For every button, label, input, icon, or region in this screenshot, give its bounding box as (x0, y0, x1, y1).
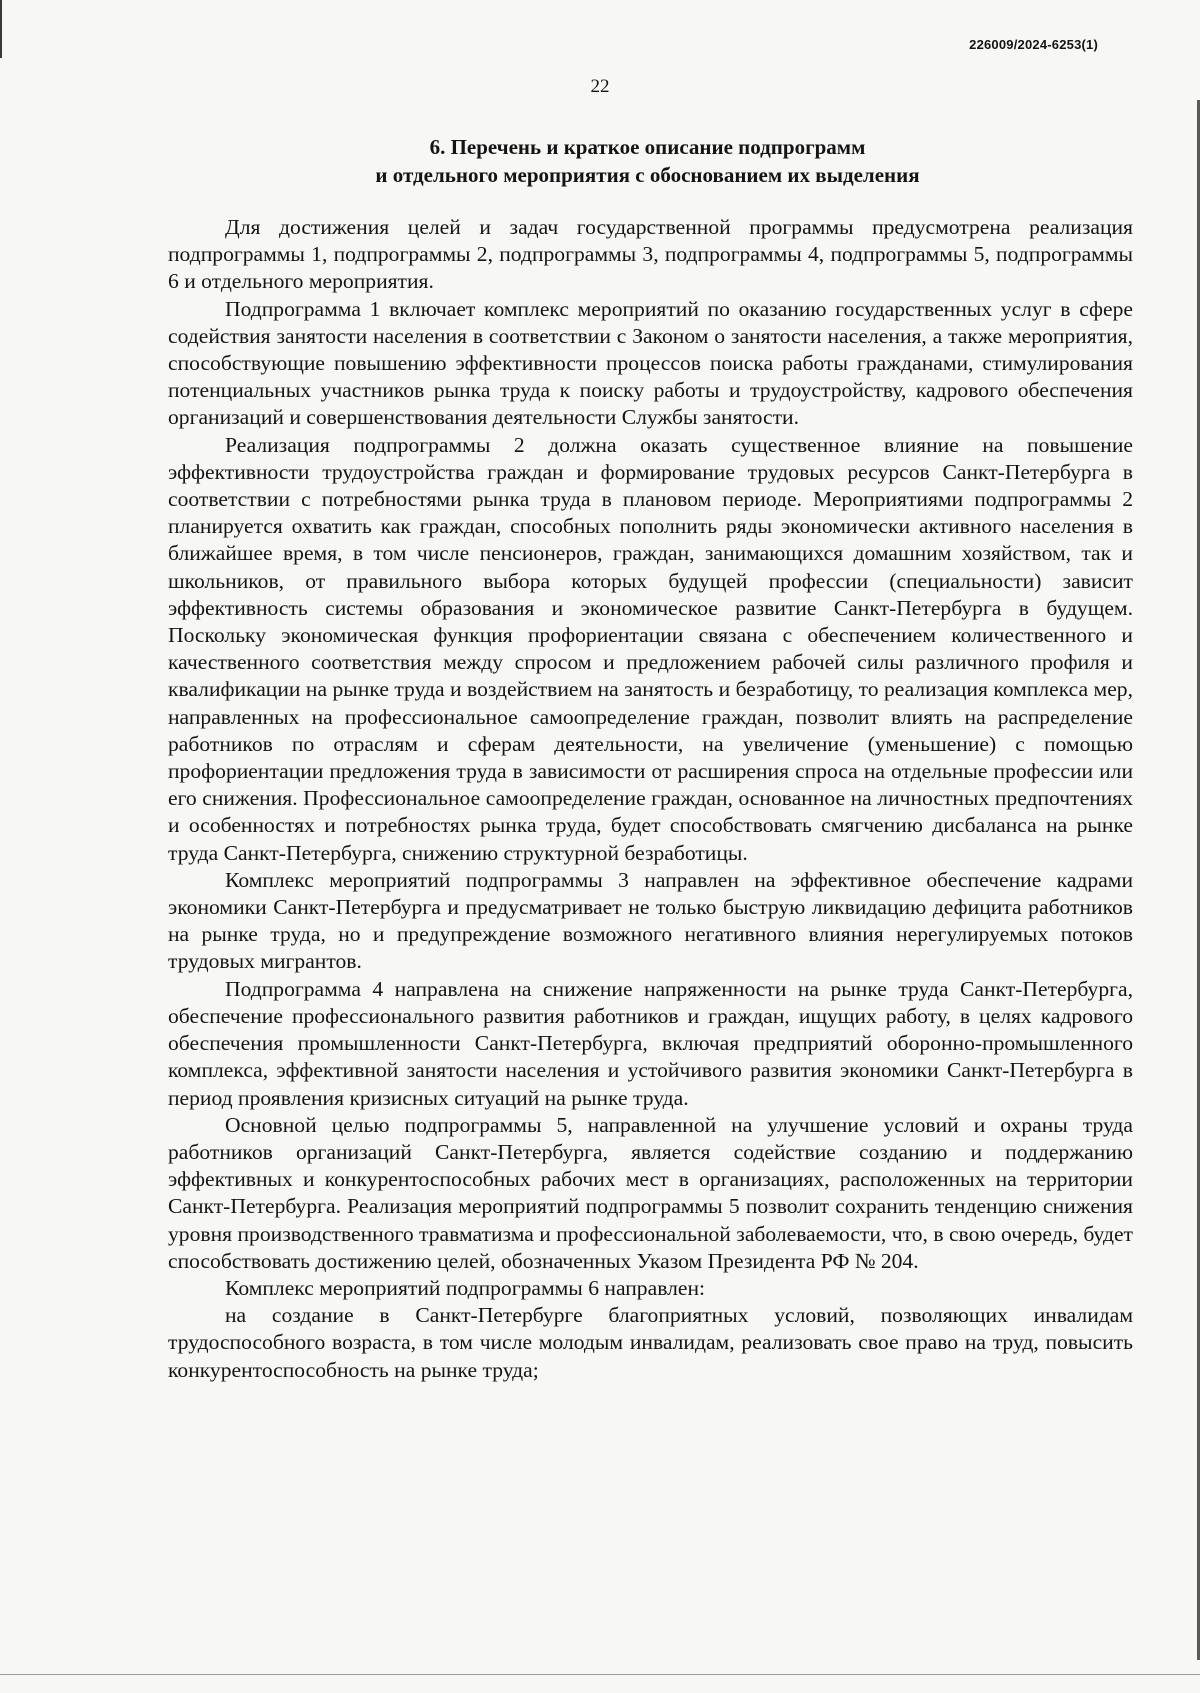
paragraph-intro: Для достижения целей и задач государственной программы предусмотрена реализация подпрограммы 1, подпрограммы 2, подпрограммы 3, подпрограммы 4, подпрограммы 5, подпрограммы 6 и отдельного мероприятия. (168, 215, 1133, 294)
paragraph-subprogram-6-item: на создание в Санкт-Петербурге благоприятных условий, позволяющих инвалидам трудоспособного возраста, в том числе молодым инвалидам, реализовать свое право на труд, повысить конкурентоспособность на рынке труда; (168, 1303, 1133, 1382)
section-heading-line-2: и отдельного мероприятия с обоснованием их выделения (375, 163, 920, 187)
section-heading-line-1: 6. Перечень и краткое описание подпрограмм (429, 135, 866, 159)
paragraph-subprogram-6-intro: Комплекс мероприятий подпрограммы 6 направлен: (225, 1275, 706, 1300)
paragraph-subprogram-2: Реализация подпрограммы 2 должна оказать существенное влияние на повышение эффективности трудоустройства граждан и формирование трудовых ресурсов Санкт-Петербурга в соответствии с потребностями рынка труда в плановом периоде. Мероприятиями подпрограммы 2 планируется охватить как граждан, способных пополнить ряды экономически активного населения в ближайшее время, в том числе пенсионеров, граждан, занимающихся домашним хозяйством, так и школьников, от правильного выбора которых будущей профессии (специальности) зависит эффективность системы образования и экономическое развитие Санкт-Петербурга в будущем. Поскольку экономическая функция профориентации связана с обеспечением количественного и качественного соответствия между спросом и предложением рабочей силы различного профиля и квалификации на рынке труда и воздействием на занятость и безработицу, то реализация комплекса мер, направленных на профессиональное самоопределение граждан, позволит влиять на распределение работников по отраслям и сферам деятельности, на увеличение (уменьшение) с помощью профориентации предложения труда в зависимости от расширения спроса на отдельные профессии или его снижения. Профессиональное самоопределение граждан, основанное на личностных предпочтениях и особенностях и потребностях рынка труда, будет способствовать смягчению дисбаланса на рынке труда Санкт-Петербурга, снижению структурной безработицы. (168, 432, 1133, 865)
body-text (168, 214, 1133, 1384)
paragraph-subprogram-1: Подпрограмма 1 включает комплекс мероприятий по оказанию государственных услуг в сфере содействия занятости населения в соответствии с Законом о занятости населения, а также мероприятия, способствующие повышению эффективности процессов поиска работы гражданами, стимулирования потенциальных участников рынка труда к поиску работы и трудоустройству, кадрового обеспечения организаций и совершенствования деятельности Службы занятости. (168, 296, 1133, 430)
page-number: 22 (590, 76, 610, 97)
paragraph-subprogram-4: Подпрограмма 4 направлена на снижение напряженности на рынке труда Санкт-Петербурга, обеспечение профессионального развития работников и граждан, ищущих работу, в целях кадрового обеспечения промышленности Санкт-Петербурга, включая предприятий оборонно-промышленного комплекса, эффективной занятости населения и устойчивого развития экономики Санкт-Петербурга в период проявления кризисных ситуаций на рынке труда. (168, 976, 1133, 1110)
scan-edge-left (0, 0, 2, 58)
section-heading (160, 133, 1135, 189)
paragraph-subprogram-3: Комплекс мероприятий подпрограммы 3 направлен на эффективное обеспечение кадрами экономики Санкт-Петербурга и предусматривает не только быструю ликвидацию дефицита работников на рынке труда, но и предупреждение возможного негативного влияния нерегулируемых потоков трудовых мигрантов. (168, 867, 1133, 974)
paragraph-subprogram-5: Основной целью подпрограммы 5, направленной на улучшение условий и охраны труда работников организаций Санкт-Петербурга, является содействие созданию и поддержанию эффективных и конкурентоспособных рабочих мест в организациях, расположенных на территории Санкт-Петербурга. Реализация мероприятий подпрограммы 5 позволит сохранить тенденцию снижения уровня производственного травматизма и профессиональной заболеваемости, что, в свою очередь, будет способствовать достижению целей, обозначенных Указом Президента РФ № 204. (168, 1112, 1133, 1273)
document-id: 226009/2024-6253(1) (969, 37, 1098, 52)
scan-edge-bottom (0, 1674, 1200, 1675)
